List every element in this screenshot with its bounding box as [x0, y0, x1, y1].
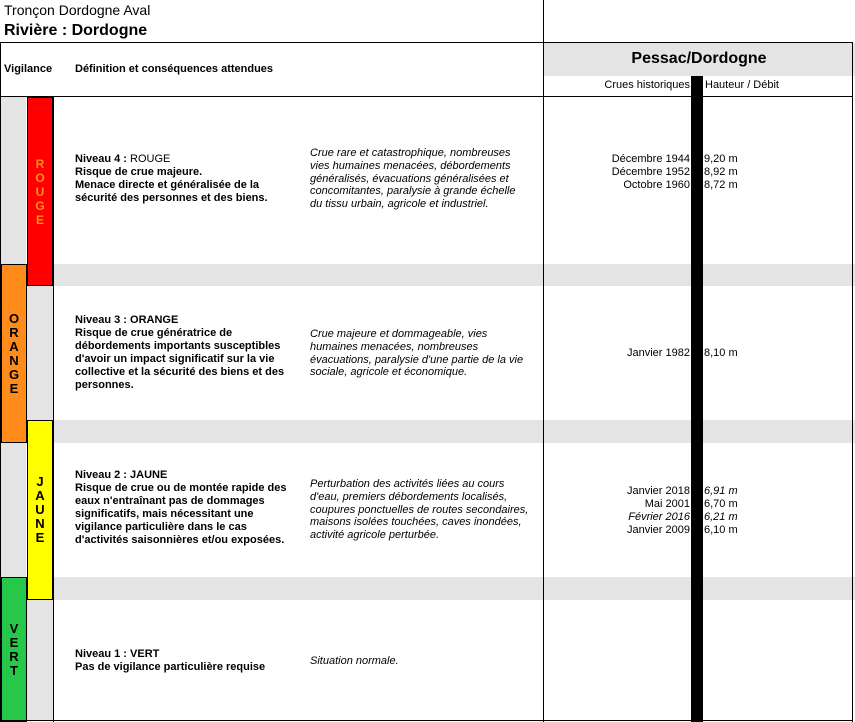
level-line: significatifs, mais nécessitant une [75, 508, 254, 520]
level-line: Pas de vigilance particulière requise [75, 661, 266, 673]
level-orange-consequences [310, 328, 542, 379]
vigilance-letter: A [9, 338, 19, 354]
vigilance-letter: N [9, 352, 19, 368]
level-line: Risque de crue génératrice de [75, 327, 233, 339]
crue-value: 6,91 m [704, 485, 738, 497]
consequence-line: sociale, agricole et économique. [310, 366, 468, 379]
level-line: sécurité des personnes et des biens. [75, 192, 268, 204]
level-title-color: ROUGE [126, 153, 171, 165]
level-vert-consequences [310, 655, 542, 668]
level-jaune-definition [75, 469, 307, 547]
level-vert-definition [75, 648, 307, 674]
level-title-label: Niveau 1 : [75, 648, 127, 660]
level-title-label: Niveau 3 : [75, 314, 127, 326]
level-line: eaux n'entraînant pas de dommages [75, 495, 265, 507]
vigilance-letter: O [35, 170, 45, 185]
consequence-line: activité agricole perturbée. [310, 529, 440, 542]
vigilance-letter: G [8, 366, 20, 382]
level-line: d'activités saisonnières et/ou exposées. [75, 534, 285, 546]
consequence-line: humaines menacées, nombreuses [310, 340, 479, 353]
level-orange-crue-dates [543, 347, 690, 360]
level-line: personnes. [75, 379, 134, 391]
crue-date: Octobre 1960 [623, 179, 690, 191]
grid-line [0, 720, 853, 721]
column-header-definition: Définition et conséquences attendues [75, 63, 274, 75]
vigilance-letter: U [35, 184, 45, 199]
crue-value: 6,70 m [704, 498, 738, 510]
outer-gray-mid [1, 443, 26, 577]
consequence-line: Crue rare et catastrophique, nombreuses [310, 147, 511, 159]
station-divider-bar [691, 76, 703, 722]
level-line: débordements importants susceptibles [75, 340, 281, 352]
column-header-vigilance: Vigilance [4, 63, 53, 75]
consequence-line: coupures ponctuelles de routes secondaires, [310, 503, 529, 516]
crue-date: Janvier 2009 [627, 524, 690, 536]
consequence-line: du tissu urbain, agricole et industriel. [310, 198, 489, 211]
level-orange-definition [75, 314, 307, 392]
vigilance-letter: R [9, 648, 19, 664]
river-title: Rivière : Dordogne [4, 22, 148, 39]
consequence-line: évacuations, paralysie d'une partie de la vie [310, 353, 524, 366]
level-line: vigilance particulière dans le cas [75, 521, 247, 533]
crue-value: 9,20 m [704, 153, 738, 165]
vigilance-letter: N [35, 516, 45, 531]
vigilance-letter: R [9, 324, 19, 340]
level-title-color: ORANGE [126, 314, 179, 326]
crue-date: Décembre 1952 [611, 166, 690, 178]
level-line: Menace directe et généralisée de la [75, 179, 260, 191]
vigilance-letter: U [35, 502, 45, 517]
vigilance-letter: E [9, 380, 19, 396]
crue-value: 8,10 m [704, 347, 738, 359]
consequence-line: Situation normale. [310, 655, 399, 667]
vigilance-letter: E [9, 634, 19, 650]
grid-line [543, 0, 544, 722]
inner-gray-mid [27, 286, 53, 420]
vigilance-letter: A [35, 488, 45, 503]
vigilance-bar-jaune [27, 420, 53, 600]
crue-date: Décembre 1944 [611, 153, 690, 165]
consequence-line: vies humaines menacées, débordements [310, 159, 511, 172]
vigilance-bar-rouge [27, 97, 53, 286]
level-jaune-crue-dates [543, 485, 690, 537]
level-rouge-crue-values [704, 153, 738, 192]
vigilance-letter: E [35, 530, 45, 545]
grid-line [0, 43, 1, 722]
vigilance-bar-vert [1, 577, 27, 722]
level-rouge-consequences [310, 147, 542, 211]
level-jaune-consequences [310, 478, 542, 542]
level-title-color: VERT [126, 648, 160, 660]
crue-value: 6,10 m [704, 524, 738, 536]
crue-value: 8,92 m [704, 166, 738, 178]
vigilance-letter: G [35, 198, 45, 213]
level-title-label: Niveau 2 : [75, 469, 127, 481]
separator-band-2 [0, 420, 855, 443]
vigilance-letter: R [35, 156, 45, 171]
level-title-label: Niveau 4 : [75, 153, 127, 165]
outer-gray-top [1, 97, 26, 264]
vigilance-letter: O [8, 310, 20, 326]
grid-line [0, 42, 853, 43]
section-title: Tronçon Dordogne Aval [4, 2, 151, 18]
grid-line [53, 97, 54, 722]
grid-line [852, 43, 853, 722]
level-rouge-crue-dates [543, 153, 690, 192]
level-line: d'avoir un impact significatif sur la vie [75, 353, 275, 365]
station-title: Pessac/Dordogne [631, 50, 767, 67]
separator-band-3 [0, 577, 855, 600]
level-line: Risque de crue majeure. [75, 166, 203, 178]
crue-date: Janvier 1982 [627, 347, 690, 359]
crue-value: 6,21 m [704, 511, 738, 523]
consequence-line: Perturbation des activités liées au cours [310, 478, 505, 490]
crue-date: Janvier 2018 [627, 485, 690, 497]
level-title-color: JAUNE [126, 469, 168, 481]
vigilance-letter: E [35, 212, 44, 227]
level-line: collective et la sécurité des biens et des [75, 366, 285, 378]
level-jaune-crue-values [704, 485, 738, 537]
consequence-line: concomitantes, paralysie à grande échelle [310, 185, 516, 198]
level-rouge-definition [75, 153, 305, 205]
column-header-crues: Crues historiques [604, 79, 690, 91]
vigilance-letter: T [10, 662, 18, 678]
vigilance-letter: J [36, 474, 44, 489]
separator-band-1 [0, 264, 855, 286]
grid-line [0, 96, 853, 97]
vigilance-bar-orange [1, 264, 27, 443]
vigilance-letter: V [9, 620, 19, 636]
consequence-line: d'eau, premiers débordements localisés, [310, 490, 508, 503]
consequence-line: Crue majeure et dommageable, vies [310, 328, 488, 340]
crue-date: Mai 2001 [644, 498, 690, 510]
crue-value: 8,72 m [704, 179, 738, 191]
inner-gray-bot [27, 600, 53, 720]
consequence-line: généralisés, évacuations généralisées et [310, 172, 509, 185]
consequence-line: maisons isolées touchées, caves inondées, [310, 516, 522, 529]
level-orange-crue-values [704, 347, 738, 360]
level-line: Risque de crue ou de montée rapide des [75, 482, 287, 494]
column-header-hauteur: Hauteur / Débit [705, 79, 779, 91]
crue-date: Février 2016 [628, 511, 690, 523]
